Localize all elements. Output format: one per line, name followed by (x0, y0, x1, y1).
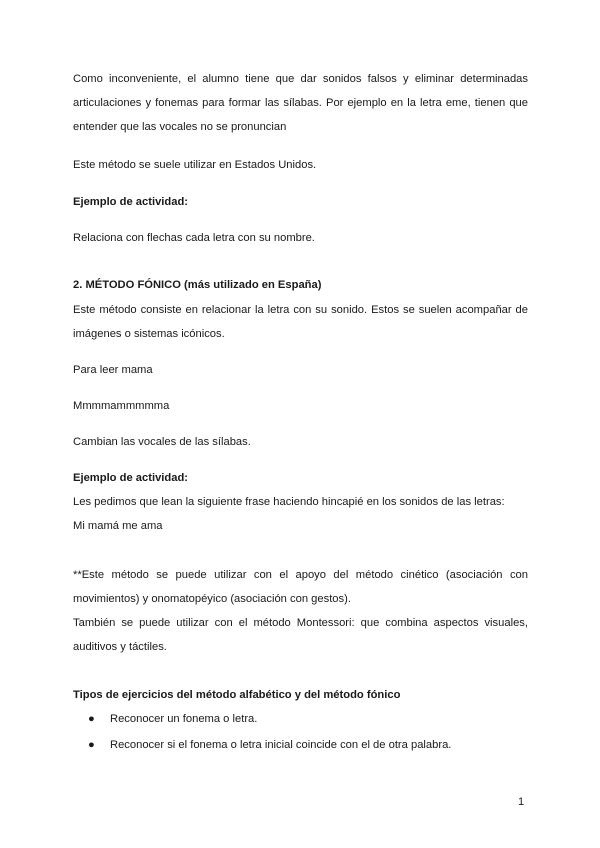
paragraph-line: movimientos) y onomatopéyico (asociación con gestos). (73, 593, 351, 605)
paragraph-estados-unidos: Este método se suele utilizar en Estados Unidos. (73, 159, 317, 171)
paragraph-line: auditivos y táctiles. (73, 641, 167, 653)
example-text-1: Relaciona con flechas cada letra con su nombre. (73, 232, 315, 244)
paragraph-line: También se puede utilizar con el método Montessori: que combina aspectos visuales, (73, 617, 528, 629)
list-item-text: Reconocer un fonema o letra. (110, 713, 258, 725)
paragraph-line: Este método consiste en relacionar la letra con su sonido. Estos se suelen acompañar de (73, 304, 528, 316)
paragraph-para-leer: Para leer mama (73, 364, 153, 376)
paragraph-line: Como inconveniente, el alumno tiene que dar sonidos falsos y eliminar determinadas (73, 73, 528, 85)
paragraph-cambian-vocales: Cambian las vocales de las sílabas. (73, 436, 251, 448)
bullet-icon: ● (88, 739, 95, 751)
example-heading-2: Ejemplo de actividad: (73, 472, 189, 484)
paragraph-line: **Este método se puede utilizar con el apoyo del método cinético (asociación con (73, 569, 528, 581)
section-heading-metodo-fonico: 2. MÉTODO FÓNICO (más utilizado en España) (73, 279, 322, 291)
bullet-icon: ● (88, 713, 95, 725)
paragraph-line: imágenes o sistemas icónicos. (73, 328, 225, 340)
example-text-2 (73, 490, 528, 538)
paragraph-line: Mi mamá me ama (73, 520, 163, 532)
note-metodo-cinetico (73, 563, 528, 611)
types-heading: Tipos de ejercicios del método alfabético y del método fónico (73, 689, 401, 701)
paragraph-inconveniente (73, 67, 528, 139)
list-item-text: Reconocer si el fonema o letra inicial coincide con el de otra palabra. (110, 739, 452, 751)
paragraph-metodo-fonico (73, 298, 528, 346)
paragraph-line: entender que las vocales no se pronuncian (73, 121, 287, 133)
paragraph-line: articulaciones y fonemas para formar las sílabas. Por ejemplo en la letra eme, tienen que (73, 97, 528, 109)
note-montessori (73, 611, 528, 659)
paragraph-mmmma: Mmmmammmmma (73, 400, 170, 412)
page-number: 1 (518, 796, 525, 808)
example-heading-1: Ejemplo de actividad: (73, 196, 189, 208)
paragraph-line: Les pedimos que lean la siguiente frase haciendo hincapié en los sonidos de las letras: (73, 496, 505, 508)
